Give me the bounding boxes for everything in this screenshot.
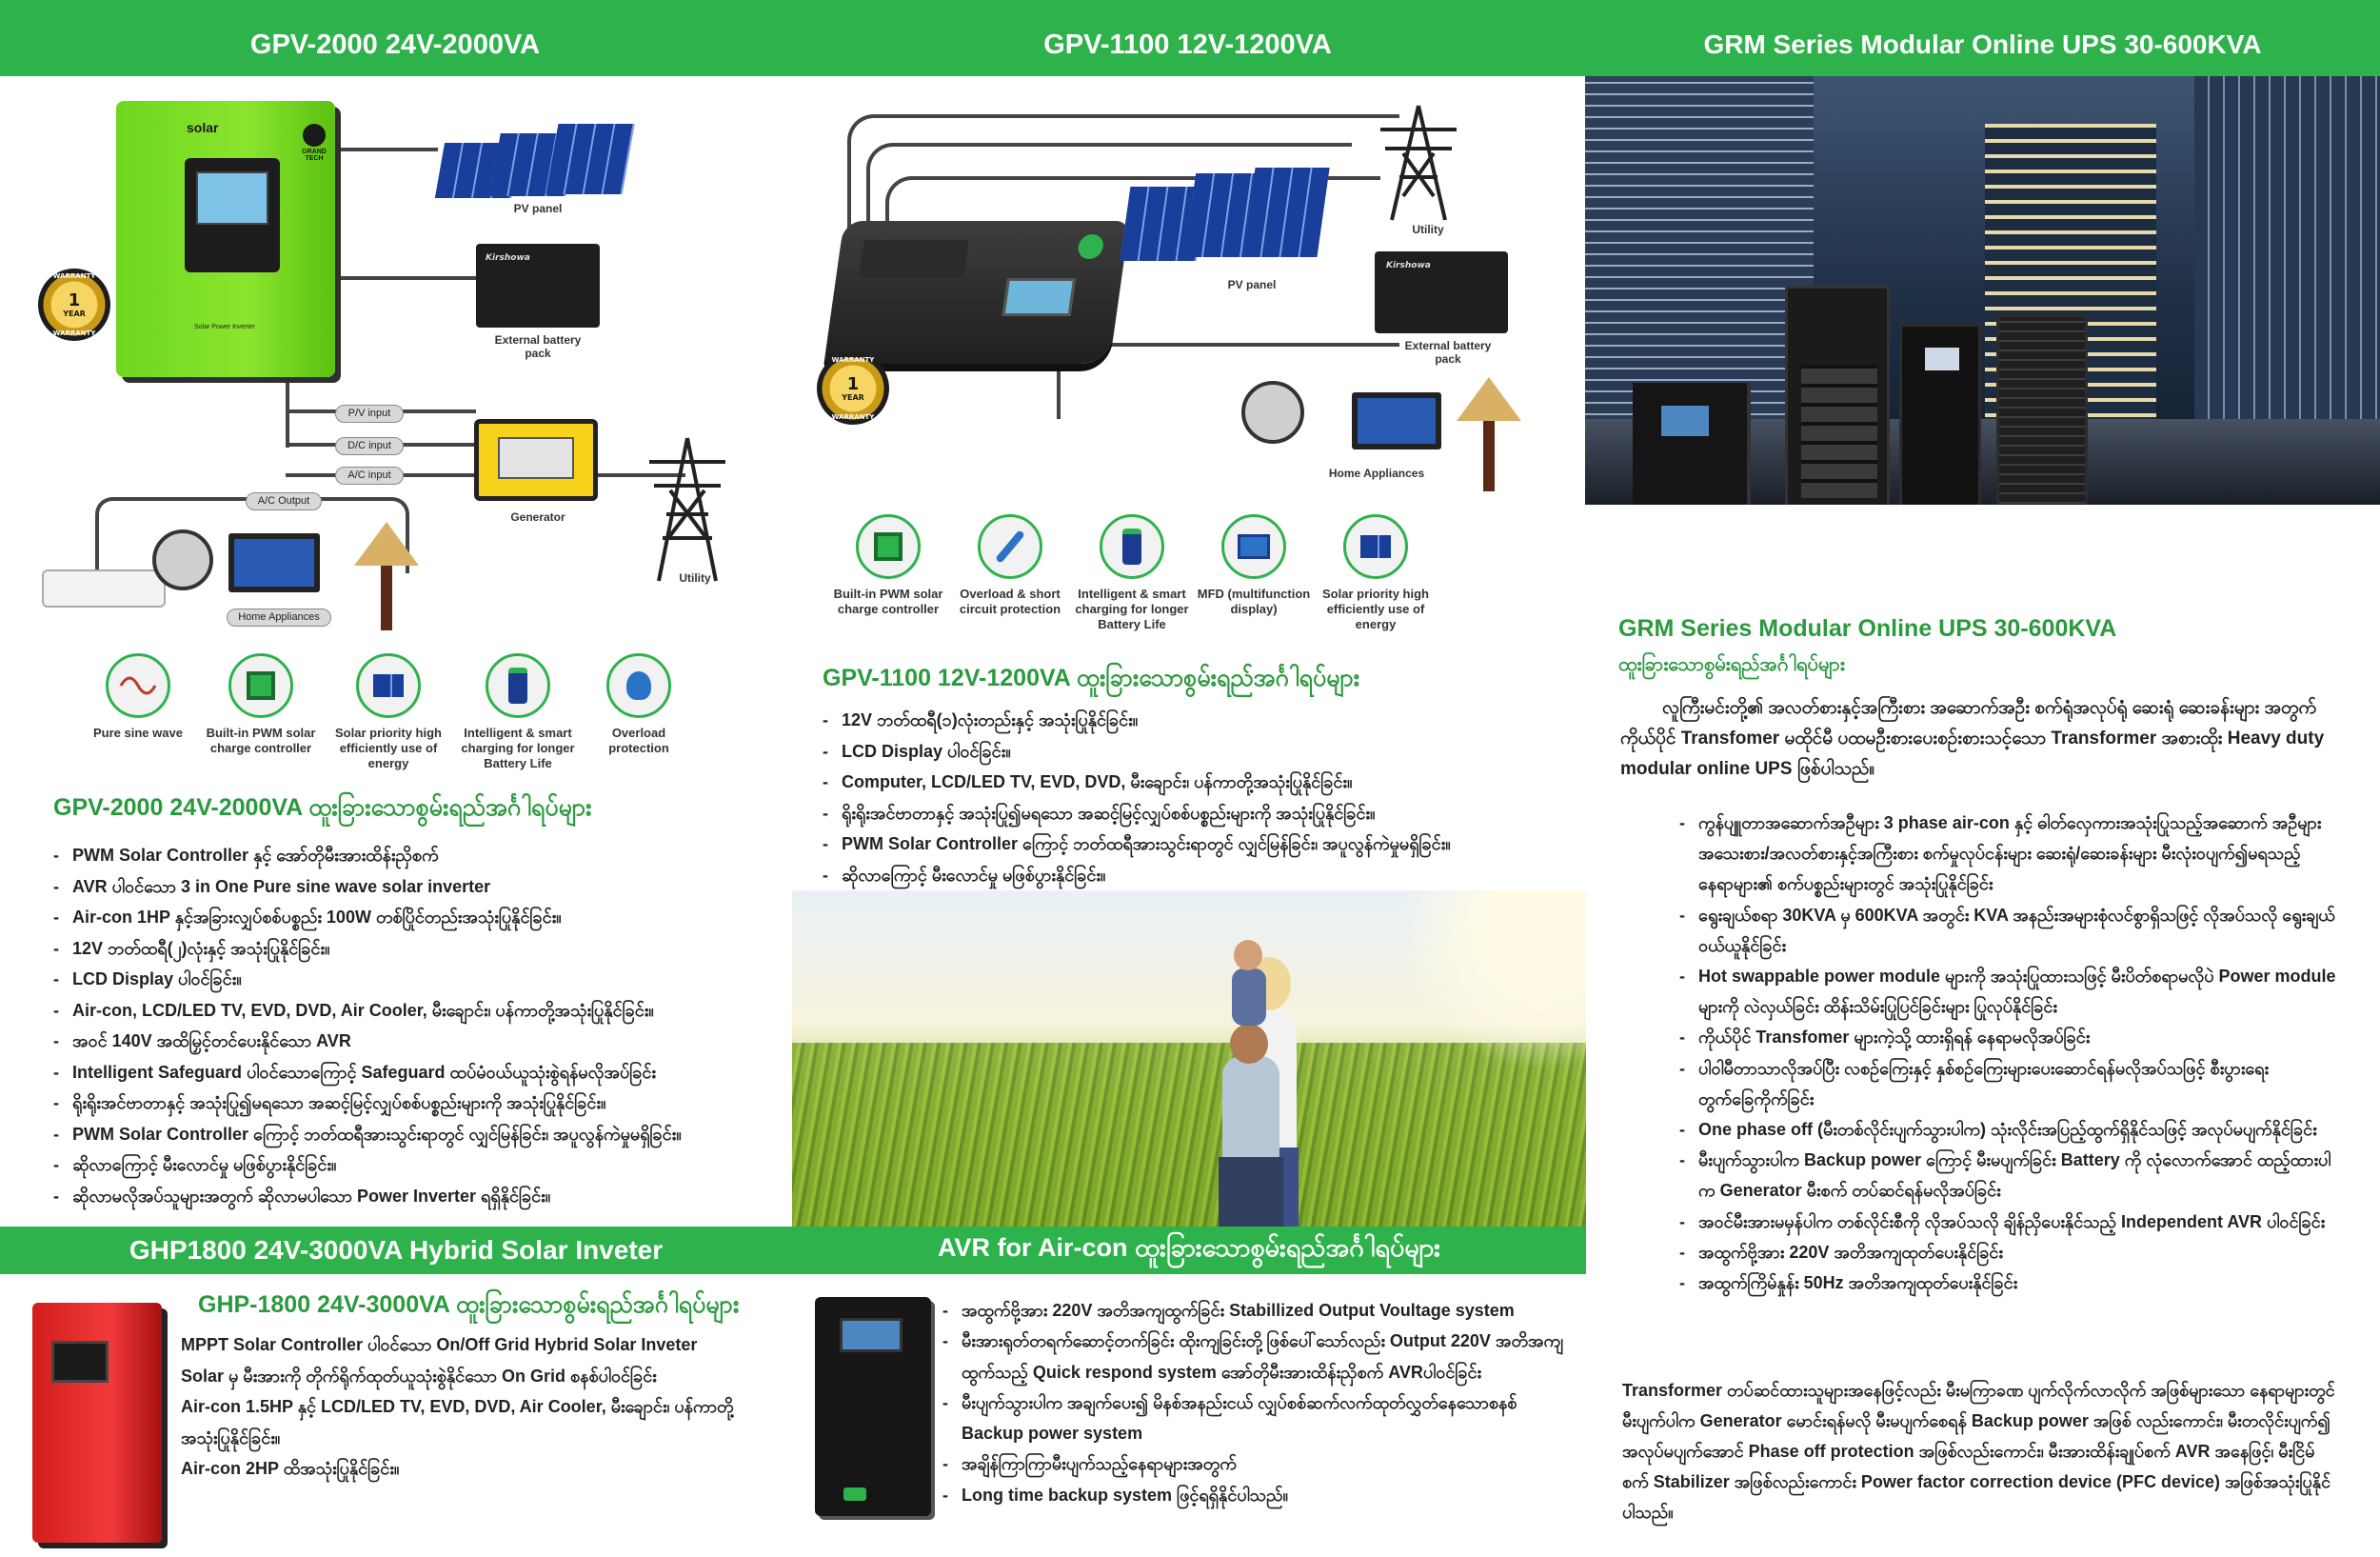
device-caption: Solar Power Inverter (194, 324, 255, 330)
bullet-item: - မီးပျက်သွားပါက အချက်ပေး၍ မိနစ်အနည်းငယ် လျှပ်စစ်ဆက်လက်ထုတ်လွှတ်နေသောစနစ် Backup power system (942, 1387, 1580, 1449)
bullet-item: - အချိန်ကြာကြာမီးပျက်သည့်နေရာများအတွက် (942, 1448, 1580, 1479)
utility-tower-icon (640, 433, 735, 586)
bullet-item: - ဆိုလာကြောင့် မီးလောင်မှု မဖြစ်ပွားနိုင်ခြင်း။ (53, 1149, 786, 1181)
gpv1100-bullet-list (823, 705, 1584, 890)
display-icon (1221, 514, 1286, 579)
lamp-base (381, 566, 392, 630)
avr-device (815, 1297, 931, 1516)
label-battery: External battery pack (494, 333, 582, 360)
outlet-panel (859, 240, 969, 278)
bulb-icon (606, 653, 671, 718)
bullet-item: - Air-con 2HP ထိအသုံးပြုနိုင်ခြင်း။ (162, 1453, 771, 1485)
warranty-top-text: WARRANTY (52, 272, 96, 280)
brand-logo-icon (303, 124, 326, 147)
device-logo-text: GRAND TECH (302, 149, 327, 162)
label-utility: Utility (1412, 223, 1444, 236)
air-conditioner-image (42, 569, 166, 608)
fan-image (1241, 381, 1304, 444)
feature-item (950, 514, 1070, 632)
title-grm: GRM Series Modular Online UPS 30-600KVA (1703, 30, 2262, 59)
lcd-screen (196, 171, 268, 225)
gpv1100-features (828, 514, 1436, 632)
child-figure (1232, 968, 1266, 1026)
chip-icon (856, 514, 921, 579)
sun-glow (1363, 890, 1586, 1081)
battery-brand: Kirshowa (486, 253, 530, 263)
laptop-image (228, 533, 320, 592)
ups-cabinet-1 (1633, 383, 1747, 505)
lamp-base (1483, 421, 1495, 491)
feature-label: Overload & short circuit protection (959, 587, 1061, 616)
fan-image (152, 529, 213, 590)
bullet-item: - Air-con 1HP နှင့်အခြားလျှပ်စစ်ပစ္စည်း 100W တစ်ပြိုင်တည်းအသုံးပြုနိုင်ခြင်း။ (53, 902, 786, 933)
lamp-image (1457, 377, 1521, 421)
home-wire (1057, 343, 1399, 419)
bullet-text: AVR ပါဝင်သော 3 in One Pure sine wave solar inverter (72, 876, 491, 896)
ups-building-photo (1585, 76, 2380, 505)
lamp-image (354, 522, 419, 566)
bullet-item: - အထွက်ကြိမ်နှုန်း 50Hz အတိအကျထုတ်ပေးနိုင်ခြင်း (1679, 1268, 2336, 1298)
warranty-bottom-text: WARRANTY (831, 413, 875, 421)
grm-closing-paragraph: Transformer တပ်ဆင်ထားသူများအနေဖြင့်လည်း မီးမကြာခဏ ပျက်လိုက်လာလိုက် အဖြစ်များသော နေရာများတွင် မီးပျက်ပါက Generator မောင်းရန်မလို မီးမပျက်စေရန် Backup power အဖြစ် လည်းကောင်း၊ မီးတလိုင်းပျက်၍ အလုပ်မပျက်အောင် Phase off protection အဖြစ်လည်းကောင်း၊ မီးအားထိန်းချုပ်စက် AVR အနေဖြင့်၊ မီးငြိမ်စက် Stabilizer အဖြစ်လည်းကောင်း Power factor correction device (PFC device) အဖြစ်အသုံးပြုနိုင်ပါသည်။ (1622, 1381, 2335, 1522)
warranty-badge (817, 352, 889, 425)
bullet-item: - 12V ဘတ်ထရီ(၁)လုံးတည်းနှင့် အသုံးပြုနိုင်ခြင်း။ (823, 705, 1584, 736)
device-brand: solar (187, 120, 219, 135)
bullet-item: - LCD Display ပါဝင်ခြင်း။ (53, 964, 786, 995)
title-gpv1100: GPV-1100 12V-1200VA (1043, 29, 1332, 60)
ghp1800-inverter-device (32, 1303, 162, 1543)
gpv1100-inverter-device (823, 221, 1129, 364)
bullet-item: - Air-con 1.5HP နှင့် LCD/LED TV, EVD, DVD, Air Cooler, မီးချောင်း၊ ပန်ကာတို့အသုံးပြုနိုင်ခြင်း။ (162, 1391, 771, 1453)
feature-item (586, 653, 691, 771)
bullet-item: - Computer, LCD/LED TV, EVD, DVD, မီးချောင်း၊ ပန်ကာတို့အသုံးပြုနိုင်ခြင်း။ (823, 767, 1584, 798)
man-jeans (1219, 1157, 1283, 1227)
feature-item (200, 653, 322, 771)
ghp1800-bar-title: GHP1800 24V-3000VA Hybrid Solar Inveter (129, 1235, 664, 1265)
label-home-appliances: Home Appliances (1328, 467, 1425, 480)
protection-icon (978, 514, 1042, 579)
pv-panel-image-3 (545, 124, 634, 194)
bullet-item: - ဆိုလာကြောင့် မီးလောင်မှု မဖြစ်ပွားနိုင်ခြင်း။ (823, 860, 1584, 891)
control-panel (185, 158, 280, 272)
avr-bar (792, 1227, 1586, 1274)
bullet-item: - Long time backup system ဖြင့်ရရှိနိုင်ပါသည်။ (942, 1480, 1580, 1510)
feature-label: Intelligent & smart charging for longer Battery Life (1075, 587, 1189, 631)
ghp1800-bullet-list (162, 1329, 771, 1485)
feature-item (1194, 514, 1314, 632)
bullet-item: - Solar မှ မီးအားကို တိုက်ရိုက်ထုတ်ယူသုံးစွဲနိုင်သော On Grid စနစ်ပါဝင်ခြင်း (162, 1361, 771, 1392)
chip-icon (228, 653, 293, 718)
bullet-item: - ပါဝါမီတာသာလိုအပ်ပြီး လစဉ်ကြေးနှင့် နှစ်စဉ်ကြေးများပေးဆောင်ရန်မလိုအပ်သဖြင့် စီးပွားရေး တွက်ခြေကိုက်ခြင်း (1679, 1053, 2336, 1114)
bullet-item: - ရိုးရိုးအင်ဗာတာနှင့် အသုံးပြု၍မရသော အဆင့်မြင့်လျှပ်စစ်ပစ္စည်းများကို အသုံးပြုနိုင်ခြင်း။ (53, 1088, 786, 1119)
utility-tower-icon (1371, 101, 1466, 225)
bullet-item: - Air-con, LCD/LED TV, EVD, DVD, Air Cooler, မီးချောင်း၊ ပန်ကာတို့အသုံးပြုနိုင်ခြင်း။ (53, 995, 786, 1027)
family-photo (792, 890, 1586, 1227)
bullet-item: - မီးအားရုတ်တရက်ဆောင့်တက်ခြင်း ထိုးကျခြင်းတို့ဖြစ်ပေါ်သော်လည်း Output 220V အတိအကျထွက်သည့် Quick respond system အော်တိုမီးအားထိန်းညှိစက် AVRပါဝင်ခြင်း (942, 1326, 1580, 1387)
feature-label: MFD (multifunction display) (1197, 587, 1311, 616)
bullet-item: - 12V ဘတ်ထရီ(၂)လုံးနှင့် အသုံးပြုနိုင်ခြင်း။ (53, 933, 786, 965)
title-gpv2000: GPV-2000 24V-2000VA (249, 29, 541, 60)
label-generator: Generator (510, 510, 565, 524)
bullet-item: - အထွက်ဗို့အား 220V အတိအကျထုတ်ပေးနိုင်ခြင်း (1679, 1237, 2336, 1268)
bullet-item: - One phase off (မီးတစ်လိုင်းပျက်သွားပါက) သုံးလိုင်းအပြည့်ထွက်ရှိနိုင်သဖြင့် အလုပ်မပျက်နိုင်ခြင်း (1679, 1114, 2336, 1145)
bullet-item: - အဝင် 140V အထိမြှင့်တင်ပေးနိုင်သော AVR (53, 1026, 786, 1057)
battery-image (476, 244, 600, 328)
bullet-item: - ကွန်ပျူတာအဆောက်အဦများ 3 phase air-con နှင့် ဓါတ်လှေကားအသုံးပြုသည့်အဆောက် အဦများအသေးစား/အလတ်စားနှင့်အကြီးစား စက်မှုလုပ်ငန်းများ ဆေးရုံ/ဆေးခန်းများ မီးလုံးဝပျက်၍မရသည့် နေရာများ၏ စက်ပစ္စည်းများတွင် အသုံးပြုနိုင်ခြင်း (1679, 808, 2336, 900)
bullet-item: - LCD Display ပါဝင်ခြင်း။ (823, 736, 1584, 768)
label-pv-panel: PV panel (513, 202, 563, 215)
battery-image (1375, 251, 1508, 333)
feature-item (1316, 514, 1436, 632)
warranty-bottom-text: WARRANTY (52, 329, 96, 337)
bullet-item: - MPPT Solar Controller ပါဝင်သော On/Off Grid Hybrid Solar Inveter (162, 1329, 771, 1361)
solar-energy-icon (356, 653, 421, 718)
feature-label: Solar priority high efficiently use of energy (1322, 587, 1429, 631)
feature-item (327, 653, 449, 771)
ups-display (1925, 348, 1959, 370)
bullet-item: - Intelligent Safeguard ပါဝင်သောကြောင့် Safeguard ထပ်မံဝယ်ယူသုံးစွဲရန်မလိုအပ်ခြင်း (53, 1057, 786, 1088)
grm-features-heading: GRM Series Modular Online UPS 30-600KVA (1618, 615, 2117, 642)
grm-intro-paragraph: လူကြီးမင်းတို့၏ အလတ်စားနှင့်အကြီးစား အဆောက်အဦး စက်ရုံအလုပ်ရုံ ဆေးရုံ ဆေးခန်းများ အတွက် ကိုယ်ပိုင် Transfomer မထိုင်မီ ပထမဦးစားပေးစဉ်းစားသင့်သော Transformer အစားထိုး Heavy duty modular online UPS ဖြစ်ပါသည်။ (1620, 698, 2325, 779)
ups-cabinet-2 (1785, 286, 1890, 505)
bullet-item-continued (53, 871, 786, 903)
laptop-image (1352, 392, 1441, 449)
gpv2000-features-heading: GPV-2000 24V-2000VA ထူးခြားသောစွမ်းရည်အင်္ဂါရပ်များ (53, 794, 592, 821)
brand-logo-icon (1077, 234, 1105, 259)
battery-brand: Kirshowa (1386, 261, 1431, 270)
pill-home-appliances: Home Appliances (227, 609, 331, 627)
bullet-item: - ရွေးချယ်စရာ 30KVA မှ 600KVA အတွင်း KVA အနည်းအများစုံလင်စွာရှိသဖြင့် လိုအပ်သလို ရွေးချယ်ဝယ်ယူနိုင်ခြင်း (1679, 900, 2336, 961)
gpv1100-features-heading: GPV-1100 12V-1200VA ထူးခြားသောစွမ်းရည်အင်္ဂါရပ်များ (823, 665, 1360, 691)
ups-cabinet-4 (1996, 314, 2088, 505)
label-battery: External battery pack (1404, 339, 1492, 366)
bullet-item: - အထွက်ဗို့အား 220V အတိအကျထွက်ခြင်း Stabillized Output Voultage system (942, 1295, 1580, 1326)
grm-bullet-list (1679, 808, 2336, 1298)
ghp1800-bar (0, 1227, 792, 1274)
feature-label: Solar priority high efficiently use of energy (335, 726, 442, 770)
lcd-screen (51, 1341, 109, 1383)
ups-modules (1801, 365, 1877, 498)
ups-cabinet-3 (1899, 324, 1981, 505)
warranty-unit: YEAR (842, 392, 864, 402)
feature-label: Built-in PWM solar charge controller (206, 726, 316, 755)
title-bar-grm (1585, 0, 2380, 76)
man-figure (1222, 1056, 1279, 1161)
solar-energy-icon (1343, 514, 1408, 579)
child-head (1234, 940, 1262, 970)
feature-item (1072, 514, 1192, 632)
feature-label: Overload protection (608, 726, 669, 755)
feature-label: Built-in PWM solar charge controller (833, 587, 943, 616)
gpv2000-inverter-device (116, 101, 335, 377)
bullet-item: - မီးပျက်သွားပါက Backup power ကြောင့် မီးမပျက်ခြင်း Battery ကို လုံလောက်အောင် ထည့်ထားပါက Generator မီးစက် တပ်ဆင်ရန်မလိုအပ်ခြင်း (1679, 1145, 2336, 1206)
bullet-item: - PWM Solar Controller ကြောင့် ဘတ်ထရီအားသွင်းရာတွင် လျှင်မြန်ခြင်း၊ အပူလွန်ကဲမှုမရှိခြင်း။ (823, 828, 1584, 860)
warranty-badge (38, 269, 110, 341)
ghp1800-features-heading: GHP-1800 24V-3000VA ထူးခြားသောစွမ်းရည်အင်္ဂါရပ်များ (198, 1291, 740, 1318)
sine-wave-icon (106, 653, 170, 718)
pill-ac-output: A/C Output (246, 492, 322, 510)
label-pv-panel: PV panel (1227, 278, 1277, 291)
avr-bullet-list (942, 1295, 1580, 1510)
man-head (1230, 1024, 1268, 1064)
warranty-number: 1 (846, 373, 860, 394)
title-bar-gpv2000 (0, 0, 790, 76)
gpv2000-bullet-list (53, 840, 786, 1211)
warranty-number: 1 (68, 289, 81, 310)
bullet-item: - ရိုးရိုးအင်ဗာတာနှင့် အသုံးပြု၍မရသော အဆင့်မြင့်လျှပ်စစ်ပစ္စည်းများကို အသုံးပြုနိုင်ခြင်း။ (823, 798, 1584, 829)
feature-item (82, 653, 194, 771)
pill-pv-input: P/V input (335, 405, 404, 423)
bullet-item: - ဆိုလာမလိုအပ်သူများအတွက် ဆိုလာမပါသော Power Inverter ရရှိနိုင်ခြင်း။ (53, 1181, 786, 1212)
pill-ac-input: A/C input (335, 467, 404, 485)
bullet-item: - အဝင်မီးအားမမှန်ပါက တစ်လိုင်းစီကို လိုအပ်သလို ချိန်ညှိပေးနိုင်သည့် Independent AVR ပါဝင်ခြင်း (1679, 1207, 2336, 1237)
title-bar-gpv1100 (790, 0, 1585, 76)
feature-item (828, 514, 948, 632)
pv-panel-image-3 (1242, 168, 1329, 257)
avr-bar-title: AVR for Air-con ထူးခြားသောစွမ်းရည်အင်္ဂါရပ်များ (937, 1233, 1441, 1262)
battery-icon (486, 653, 550, 718)
generator-panel (498, 437, 574, 479)
avr-logo (843, 1487, 866, 1501)
bullet-item: - PWM Solar Controller ကြောင့် ဘတ်ထရီအားသွင်းရာတွင် လျှင်မြန်ခြင်း၊ အပူလွန်ကဲမှုမရှိခြင်း။ (53, 1119, 786, 1150)
avr-display (840, 1318, 902, 1352)
label-utility: Utility (679, 571, 711, 585)
pill-dc-input: D/C input (335, 437, 404, 455)
bullet-item: - ကိုယ်ပိုင် Transfomer များကဲ့သို့ ထားရှိရန် နေရာမလိုအပ်ခြင်း (1679, 1022, 2336, 1052)
bullet-item: - Hot swappable power module များကို အသုံးပြုထားသဖြင့် မီးပိတ်စရာမလိုပဲ Power module များကို လဲလှယ်ခြင်း ထိန်းသိမ်းပြုပြင်ခြင်းများ ပြုလုပ်နိုင်ခြင်း (1679, 961, 2336, 1022)
ups-display (1661, 406, 1709, 436)
grm-features-subheading: ထူးခြားသောစွမ်းရည်အင်္ဂါရပ်များ (1618, 654, 1845, 675)
warranty-unit: YEAR (63, 309, 86, 318)
feature-label: Pure sine wave (93, 726, 183, 740)
feature-label: Intelligent & smart charging for longer Battery Life (461, 726, 575, 770)
generator-image (474, 419, 598, 501)
bullet-item: - PWM Solar Controller နှင့် အော်တိုမီးအားထိန်းညှိစက် (53, 840, 786, 871)
lcd-screen (1002, 278, 1076, 316)
feature-item (455, 653, 581, 771)
warranty-top-text: WARRANTY (831, 356, 875, 364)
battery-icon (1100, 514, 1164, 579)
gpv2000-features (82, 653, 691, 771)
